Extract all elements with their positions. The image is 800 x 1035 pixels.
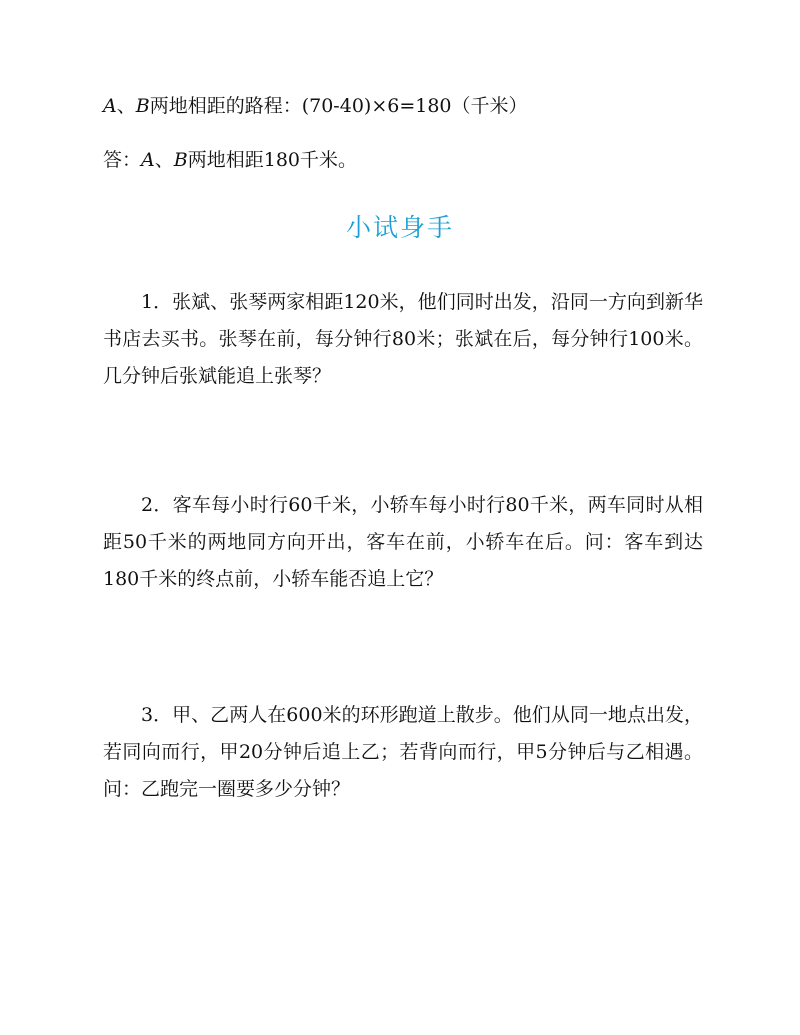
separator: 、: [116, 95, 136, 117]
distance-calculation-line: [103, 92, 528, 120]
problem-2: 2．客车每小时行60千米，小轿车每小时行80千米，两车同时从相距50千米的两地同方向开出，客车在前，小轿车在后。问：客车到达180千米的终点前，小轿车能否追上它？: [103, 494, 703, 590]
answer-text: 两地相距180千米。: [187, 149, 357, 171]
variable-a: A: [103, 95, 117, 117]
problem-3: 3．甲、乙两人在600米的环形跑道上散步。他们从同一地点出发，若同向而行，甲20分钟后追上乙；若背向而行，甲5分钟后与乙相遇。问：乙跑完一圈要多少分钟？: [103, 704, 703, 800]
separator: 、: [154, 149, 174, 171]
distance-calculation-text: 两地相距的路程：(70-40)×6=180（千米）: [149, 95, 528, 117]
variable-b: B: [173, 149, 188, 171]
variable-b: B: [135, 95, 150, 117]
variable-a: A: [141, 149, 155, 171]
answer-line: [103, 146, 357, 174]
section-title: 小试身手: [345, 213, 454, 242]
problem-1: 1．张斌、张琴两家相距120米，他们同时出发，沿同一方向到新华书店去买书。张琴在前，每分钟行80米；张斌在后，每分钟行100米。几分钟后张斌能追上张琴？: [103, 291, 703, 387]
answer-prefix: 答：: [103, 149, 142, 171]
